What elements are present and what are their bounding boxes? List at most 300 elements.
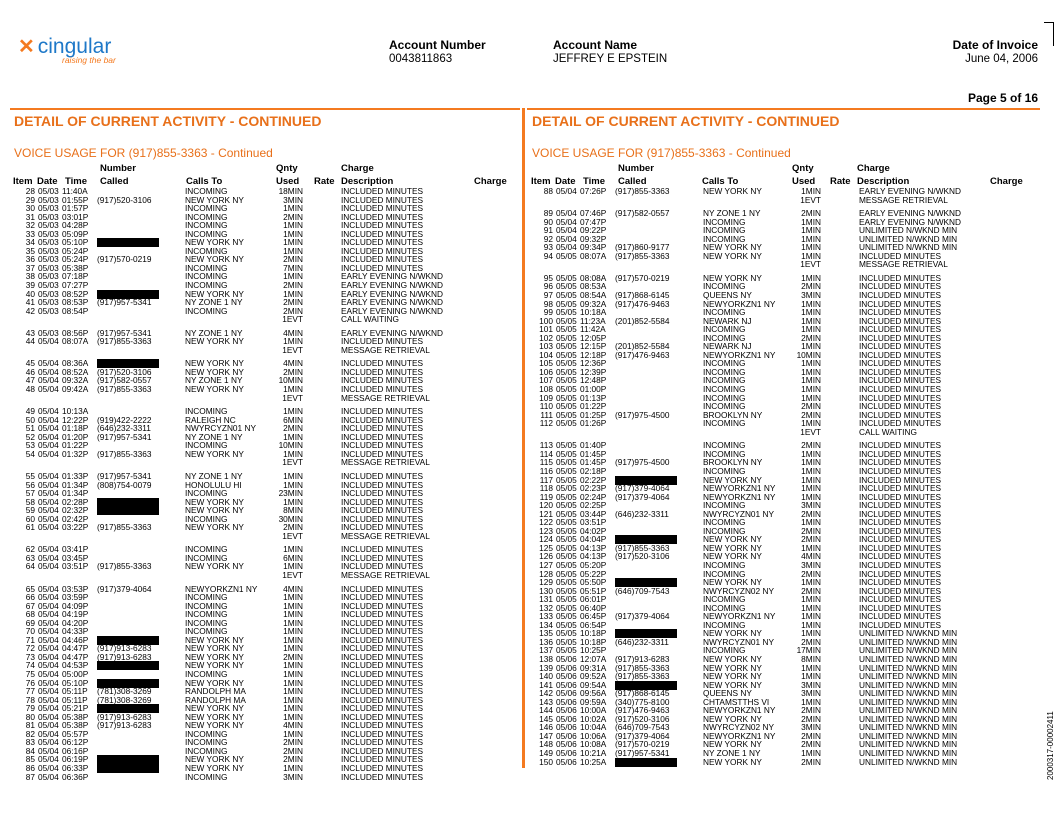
- cell-description: INCLUDED MINUTES: [859, 602, 942, 613]
- cell-time: 01:00P: [580, 384, 607, 395]
- cell-description: EARLY EVENING N/WKND: [341, 305, 444, 316]
- cell-item: 81: [25, 720, 35, 731]
- cell-description: INCLUDED MINUTES: [341, 336, 424, 347]
- cell-called: (781)308-3269: [97, 686, 152, 697]
- cell-time: 01:32P: [62, 448, 89, 459]
- cell-item: 93: [543, 242, 553, 253]
- cell-calls-to: NEW YORK NY: [703, 628, 762, 639]
- cell-item: 99: [543, 307, 553, 318]
- account-number-value: 0043811863: [389, 53, 453, 65]
- cell-item: 137: [539, 645, 553, 656]
- table-row: [0, 307, 522, 316]
- cell-item: 37: [25, 262, 35, 273]
- cell-used: 1MIN: [801, 483, 821, 494]
- cell-calls-to: NY ZONE 1 NY: [185, 375, 243, 386]
- cell-calls-to: NEW YORK NY: [185, 358, 244, 369]
- cell-used: 8MIN: [801, 653, 821, 664]
- cell-calls-to: NEW YORK NY: [703, 551, 762, 562]
- cell-time: 04:46P: [62, 634, 89, 645]
- cell-date: 05/05: [556, 384, 577, 395]
- table-row: [0, 385, 522, 394]
- cell-used: 1MIN: [283, 600, 303, 611]
- cell-used: 1MIN: [801, 465, 821, 476]
- cell-called: (646)709-7543: [615, 722, 670, 733]
- cell-description: INCLUDED MINUTES: [341, 737, 424, 748]
- cell-called: (917)520-3106: [97, 366, 152, 377]
- table-row: [0, 773, 522, 782]
- cell-used: 3MIN: [801, 559, 821, 570]
- cell-description: UNLIMITED N/WKND MIN: [859, 688, 958, 699]
- cell-time: 05:24P: [62, 254, 89, 265]
- col-charge: Charge: [990, 176, 1023, 187]
- cell-used: 3MIN: [801, 290, 821, 301]
- cell-time: 10:18P: [580, 636, 607, 647]
- cell-description: UNLIMITED N/WKND MIN: [859, 696, 958, 707]
- cell-time: 06:36P: [62, 771, 89, 782]
- cell-time: 10:06A: [580, 730, 607, 741]
- cell-item: 45: [25, 358, 35, 369]
- cell-time: 07:26P: [580, 186, 607, 196]
- cell-description: CALL WAITING: [859, 426, 917, 437]
- cell-used: 4MIN: [283, 327, 303, 338]
- cell-calls-to: INCOMING: [703, 517, 746, 528]
- cell-item: 79: [25, 703, 35, 714]
- cell-date: 05/04: [38, 728, 59, 739]
- cell-used: 2MIN: [801, 208, 821, 219]
- cell-time: 04:28P: [62, 220, 89, 231]
- cell-description: UNLIMITED N/WKND MIN: [859, 671, 958, 682]
- cell-calls-to: NEW YORK NY: [185, 660, 244, 671]
- cell-time: 08:08A: [580, 272, 607, 283]
- col-date: Date: [37, 176, 58, 187]
- cell-calls-to: NEW YORK NY: [185, 522, 244, 533]
- cell-description: INCLUDED MINUTES: [859, 491, 942, 502]
- cell-calls-to: NEW YORK NY: [185, 366, 244, 377]
- cell-item: 77: [25, 686, 35, 697]
- cell-description: INCLUDED MINUTES: [341, 763, 424, 773]
- cell-description: INCLUDED MINUTES: [859, 508, 942, 519]
- brand-name: cingular: [37, 35, 112, 58]
- cell-description: INCLUDED MINUTES: [341, 423, 424, 434]
- cell-used: 1EVT: [800, 426, 821, 437]
- cell-description: UNLIMITED N/WKND MIN: [859, 705, 958, 716]
- cell-item: 47: [25, 375, 35, 386]
- cell-used: 3MIN: [283, 771, 303, 782]
- cell-calls-to: NEW YORK NY: [185, 763, 244, 773]
- cell-time: 12:36P: [580, 358, 607, 369]
- cell-description: INCLUDED MINUTES: [859, 448, 942, 459]
- cell-calls-to: INCOMING: [185, 737, 228, 748]
- cell-time: 09:54A: [580, 679, 607, 690]
- cell-used: 30MIN: [278, 513, 303, 524]
- cell-item: 53: [25, 440, 35, 451]
- table-row: [518, 196, 1040, 205]
- cell-item: 40: [25, 288, 35, 299]
- cell-called: (917)379-4064: [615, 611, 670, 622]
- cell-time: 05:57P: [62, 728, 89, 739]
- cell-used: 1MIN: [801, 491, 821, 502]
- cell-used: 2MIN: [801, 401, 821, 412]
- cell-date: 05/04: [556, 242, 577, 253]
- cell-item: 110: [539, 401, 553, 412]
- cell-calls-to: NEW YORK NY: [185, 237, 244, 248]
- cell-description: INCLUDED MINUTES: [341, 745, 424, 756]
- cell-item: 112: [539, 418, 553, 429]
- cell-used: 1MIN: [801, 517, 821, 528]
- cell-date: 05/05: [556, 628, 577, 639]
- cell-item: 141: [539, 679, 553, 690]
- cell-used: 1EVT: [282, 314, 303, 325]
- cell-calls-to: NWYRCYZN01 NY: [703, 636, 774, 647]
- cell-used: 1MIN: [801, 448, 821, 459]
- cell-date: 05/05: [556, 577, 577, 588]
- cell-description: INCLUDED MINUTES: [859, 307, 942, 318]
- cell-time: 10:13A: [62, 406, 89, 417]
- cell-called: (917)476-9463: [615, 705, 670, 716]
- cell-called: (917)570-0219: [97, 254, 152, 265]
- cell-description: INCLUDED MINUTES: [859, 568, 942, 579]
- cell-description: INCLUDED MINUTES: [341, 254, 424, 265]
- cell-time: 09:22P: [580, 225, 607, 236]
- cell-item: 85: [25, 754, 35, 765]
- cell-used: 1MIN: [801, 307, 821, 318]
- cell-date: 05/03: [38, 245, 59, 256]
- cell-date: 05/04: [38, 552, 59, 563]
- cell-used: 1MIN: [283, 634, 303, 645]
- cell-date: 05/04: [38, 375, 59, 386]
- col-time: Time: [583, 176, 606, 187]
- cell-used: 1MIN: [283, 245, 303, 256]
- cell-description: UNLIMITED N/WKND MIN: [859, 679, 958, 690]
- cell-calls-to: INCOMING: [185, 228, 228, 239]
- cell-calls-to: INCOMING: [703, 401, 746, 412]
- cell-calls-to: INCOMING: [703, 358, 746, 369]
- subsection-title-left: VOICE USAGE FOR (917)855-3363 - Continued: [14, 146, 273, 160]
- cell-calls-to: NEW YORK NY: [185, 703, 244, 714]
- cell-item: 106: [539, 366, 553, 377]
- cell-used: 1MIN: [801, 392, 821, 403]
- cell-item: 48: [25, 384, 35, 395]
- cell-item: 72: [25, 643, 35, 654]
- cell-item: 113: [539, 440, 553, 451]
- cell-description: INCLUDED MINUTES: [859, 500, 942, 511]
- cell-called: (917)379-4064: [97, 583, 152, 594]
- cell-calls-to: NEW YORK NY: [703, 186, 762, 196]
- cell-item: 88: [543, 186, 553, 196]
- cell-used: 1MIN: [801, 577, 821, 588]
- cell-description: UNLIMITED N/WKND MIN: [859, 730, 958, 741]
- cell-used: 1EVT: [282, 344, 303, 355]
- col-description: Description: [857, 176, 910, 187]
- cell-item: 146: [539, 722, 553, 733]
- cell-item: 83: [25, 737, 35, 748]
- cell-description: INCLUDED MINUTES: [341, 660, 424, 671]
- cell-calls-to: RANDOLPH MA: [185, 686, 246, 697]
- cell-description: INCLUDED MINUTES: [859, 401, 942, 412]
- cell-item: 102: [539, 332, 553, 343]
- cell-time: 02:32P: [62, 505, 89, 516]
- cell-date: 05/05: [556, 611, 577, 622]
- cell-time: 01:26P: [580, 418, 607, 429]
- cell-time: 05:38P: [62, 262, 89, 273]
- cell-calls-to: INCOMING: [703, 392, 746, 403]
- cell-used: 1MIN: [283, 686, 303, 697]
- cell-used: 1MIN: [283, 406, 303, 417]
- cell-description: INCLUDED MINUTES: [341, 522, 424, 533]
- cell-time: 09:59A: [580, 696, 607, 707]
- cell-item: 142: [539, 688, 553, 699]
- cell-called: (917)868-6145: [615, 290, 670, 301]
- cell-date: 05/03: [38, 194, 59, 205]
- cell-item: 80: [25, 711, 35, 722]
- cell-item: 150: [539, 756, 553, 767]
- cell-used: 1EVT: [800, 194, 821, 205]
- cell-item: 38: [25, 271, 35, 282]
- cell-description: INCLUDED MINUTES: [859, 611, 942, 622]
- cell-calls-to: INCOMING: [703, 281, 746, 292]
- cell-item: 42: [25, 305, 35, 316]
- cell-date: 05/04: [38, 414, 59, 425]
- cell-calls-to: NEW YORK NY: [185, 336, 244, 347]
- cell-calls-to: INCOMING: [185, 203, 228, 214]
- cell-date: 05/06: [556, 739, 577, 750]
- cell-time: 04:47P: [62, 651, 89, 662]
- cell-date: 05/03: [38, 327, 59, 338]
- cell-used: 1MIN: [801, 384, 821, 395]
- cell-date: 05/04: [38, 686, 59, 697]
- cell-used: 1MIN: [283, 336, 303, 347]
- cell-used: 2MIN: [283, 522, 303, 533]
- cell-description: INCLUDED MINUTES: [859, 594, 942, 605]
- cell-used: 1MIN: [283, 668, 303, 679]
- cell-date: 05/05: [556, 418, 577, 429]
- cell-time: 11:40A: [62, 186, 88, 196]
- cell-date: 05/03: [38, 211, 59, 222]
- cell-item: 54: [25, 448, 35, 459]
- cell-used: 1MIN: [283, 617, 303, 628]
- cell-item: 147: [539, 730, 553, 741]
- cell-item: 28: [25, 186, 35, 196]
- cell-description: INCLUDED MINUTES: [341, 634, 424, 645]
- cell-date: 05/06: [556, 756, 577, 767]
- cell-time: 12:22P: [62, 414, 89, 425]
- cell-used: 1MIN: [283, 592, 303, 603]
- cell-description: INCLUDED MINUTES: [859, 409, 942, 420]
- cell-calls-to: NY ZONE 1 NY: [185, 431, 243, 442]
- cell-used: 4MIN: [801, 551, 821, 562]
- cell-item: 39: [25, 280, 35, 291]
- cell-item: 125: [539, 542, 553, 553]
- cell-description: INCLUDED MINUTES: [341, 245, 424, 256]
- cell-description: INCLUDED MINUTES: [341, 488, 424, 499]
- cell-used: 1MIN: [801, 418, 821, 429]
- cell-time: 05:11P: [62, 694, 88, 705]
- cell-time: 08:53A: [580, 281, 607, 292]
- cell-item: 36: [25, 254, 35, 265]
- cell-date: 05/05: [556, 272, 577, 283]
- cell-used: 10MIN: [796, 349, 821, 360]
- cell-item: 115: [539, 457, 553, 468]
- cell-date: 05/06: [556, 679, 577, 690]
- cell-used: 1MIN: [283, 544, 303, 555]
- cell-description: INCLUDED MINUTES: [341, 720, 424, 731]
- cell-used: 4MIN: [283, 583, 303, 594]
- cell-called: (917)520-3106: [615, 713, 670, 724]
- cell-calls-to: INCOMING: [185, 280, 228, 291]
- cell-used: 1MIN: [801, 366, 821, 377]
- cell-used: 1MIN: [801, 186, 821, 196]
- cell-called: (917)570-0219: [615, 272, 670, 283]
- cell-calls-to: NEWYORKZN1 NY: [703, 491, 776, 502]
- cell-time: 04:47P: [62, 643, 89, 654]
- cell-description: INCLUDED MINUTES: [859, 272, 942, 283]
- cell-date: 05/05: [556, 457, 577, 468]
- cell-date: 05/03: [38, 203, 59, 214]
- cell-used: 1MIN: [801, 225, 821, 236]
- cell-time: 10:02A: [580, 713, 607, 724]
- cell-time: 05:11P: [62, 686, 88, 697]
- cell-calls-to: NEW YORK NY: [185, 505, 244, 516]
- cell-time: 12:07A: [580, 653, 607, 664]
- cell-called: (917)476-9463: [615, 298, 670, 309]
- cell-date: 05/04: [38, 522, 59, 533]
- cell-used: 1MIN: [283, 677, 303, 688]
- cell-description: INCLUDED MINUTES: [341, 431, 424, 442]
- cell-date: 05/04: [38, 592, 59, 603]
- cell-time: 01:33P: [62, 470, 89, 481]
- cell-item: 64: [25, 561, 35, 572]
- cell-time: 01:22P: [62, 440, 89, 451]
- cell-description: INCLUDED MINUTES: [859, 585, 942, 596]
- cell-called: (917)957-5341: [97, 297, 152, 308]
- cell-used: 1MIN: [283, 561, 303, 572]
- cell-time: 01:57P: [62, 203, 89, 214]
- cell-time: 01:18P: [62, 423, 89, 434]
- cell-description: MESSAGE RETRIEVAL: [341, 530, 430, 541]
- cell-item: 90: [543, 216, 553, 227]
- cell-called: (917)855-3363: [97, 522, 152, 533]
- cell-date: 05/04: [38, 771, 59, 782]
- cell-called: (917)379-4064: [615, 483, 670, 494]
- cell-calls-to: NEW YORK NY: [703, 713, 762, 724]
- cell-calls-to: INCOMING: [703, 525, 746, 536]
- cell-description: INCLUDED MINUTES: [859, 332, 942, 343]
- cell-used: 2MIN: [283, 651, 303, 662]
- cell-used: 1MIN: [283, 431, 303, 442]
- cell-item: 63: [25, 552, 35, 563]
- cell-used: 2MIN: [801, 332, 821, 343]
- cell-description: INCLUDED MINUTES: [341, 677, 424, 688]
- cell-used: 1MIN: [801, 242, 821, 253]
- cell-description: INCLUDED MINUTES: [341, 754, 424, 765]
- cell-calls-to: INCOMING: [703, 366, 746, 377]
- cell-called: (917)913-6283: [615, 653, 670, 664]
- cell-calls-to: NEWYORKZN1 NY: [703, 730, 776, 741]
- cell-used: 2MIN: [801, 636, 821, 647]
- cell-called: (917)855-3363: [615, 186, 670, 196]
- cell-calls-to: NEW YORK NY: [703, 679, 762, 690]
- cell-description: INCLUDED MINUTES: [341, 626, 424, 637]
- cell-description: INCLUDED MINUTES: [341, 203, 424, 214]
- cell-time: 04:19P: [62, 609, 89, 620]
- invoice-date-label: Date of Invoice: [952, 38, 1038, 52]
- cell-time: 03:41P: [62, 544, 89, 555]
- table-row: [0, 315, 522, 324]
- cell-description: EARLY EVENING N/WKND: [341, 280, 444, 291]
- cell-calls-to: NEW YORK NY: [703, 739, 762, 750]
- cell-item: 57: [25, 488, 35, 499]
- cell-used: 2MIN: [801, 756, 821, 767]
- cell-called: (917)476-9463: [615, 349, 670, 360]
- cell-date: 05/04: [38, 423, 59, 434]
- cell-time: 08:54A: [580, 290, 607, 301]
- cell-called: (917)855-3363: [97, 336, 152, 347]
- cell-date: 05/05: [556, 619, 577, 630]
- cell-time: 04:09P: [62, 600, 89, 611]
- cell-description: EARLY EVENING N/WKND: [859, 208, 962, 219]
- invoice-date-value: June 04, 2006: [965, 53, 1038, 65]
- cell-description: INCLUDED MINUTES: [859, 525, 942, 536]
- cell-calls-to: NEW YORK NY: [185, 677, 244, 688]
- cell-description: INCLUDED MINUTES: [859, 440, 942, 451]
- cell-used: 2MIN: [801, 585, 821, 596]
- cell-calls-to: INCOMING: [185, 745, 228, 756]
- cell-item: 139: [539, 662, 553, 673]
- cell-time: 01:55P: [62, 194, 89, 205]
- cell-used: 2MIN: [801, 281, 821, 292]
- cell-description: INCLUDED MINUTES: [859, 577, 942, 588]
- cell-time: 03:53P: [62, 583, 89, 594]
- section-title-left: DETAIL OF CURRENT ACTIVITY - CONTINUED: [14, 113, 322, 129]
- table-row: [518, 428, 1040, 437]
- cell-date: 05/04: [38, 703, 59, 714]
- cell-description: INCLUDED MINUTES: [341, 561, 424, 572]
- cell-calls-to: NEW YORK NY: [185, 384, 244, 395]
- cell-called: (919)422-2222: [97, 414, 152, 425]
- page-number: Page 5 of 16: [967, 91, 1038, 105]
- cell-description: UNLIMITED N/WKND MIN: [859, 662, 958, 673]
- cell-time: 11:42A: [580, 324, 606, 335]
- cell-description: INCLUDED MINUTES: [341, 600, 424, 611]
- cell-time: 05:09P: [62, 228, 89, 239]
- cell-item: 50: [25, 414, 35, 425]
- cell-date: 05/04: [38, 544, 59, 555]
- cell-description: INCLUDED MINUTES: [859, 298, 942, 309]
- cell-description: INCLUDED MINUTES: [859, 465, 942, 476]
- cell-item: 128: [539, 568, 553, 579]
- cell-calls-to: INCOMING: [703, 216, 746, 227]
- cell-date: 05/04: [38, 737, 59, 748]
- corner-mark: [1044, 22, 1054, 23]
- cell-called: (917)570-0219: [615, 739, 670, 750]
- cell-date: 05/05: [556, 281, 577, 292]
- cell-time: 06:40P: [580, 602, 607, 613]
- cell-used: 1MIN: [801, 594, 821, 605]
- cell-calls-to: NEW YORK NY: [703, 671, 762, 682]
- cell-date: 05/04: [38, 513, 59, 524]
- cell-used: 1EVT: [282, 392, 303, 403]
- cell-time: 12:18P: [580, 349, 607, 360]
- cell-calls-to: INCOMING: [185, 609, 228, 620]
- cell-description: INCLUDED MINUTES: [859, 559, 942, 570]
- cell-description: INCLUDED MINUTES: [341, 384, 424, 395]
- cell-time: 06:16P: [62, 745, 89, 756]
- cell-item: 109: [539, 392, 553, 403]
- cell-time: 06:54P: [580, 619, 607, 630]
- cell-time: 08:54P: [62, 305, 89, 316]
- cell-time: 05:21P: [62, 703, 89, 714]
- cell-time: 03:59P: [62, 592, 89, 603]
